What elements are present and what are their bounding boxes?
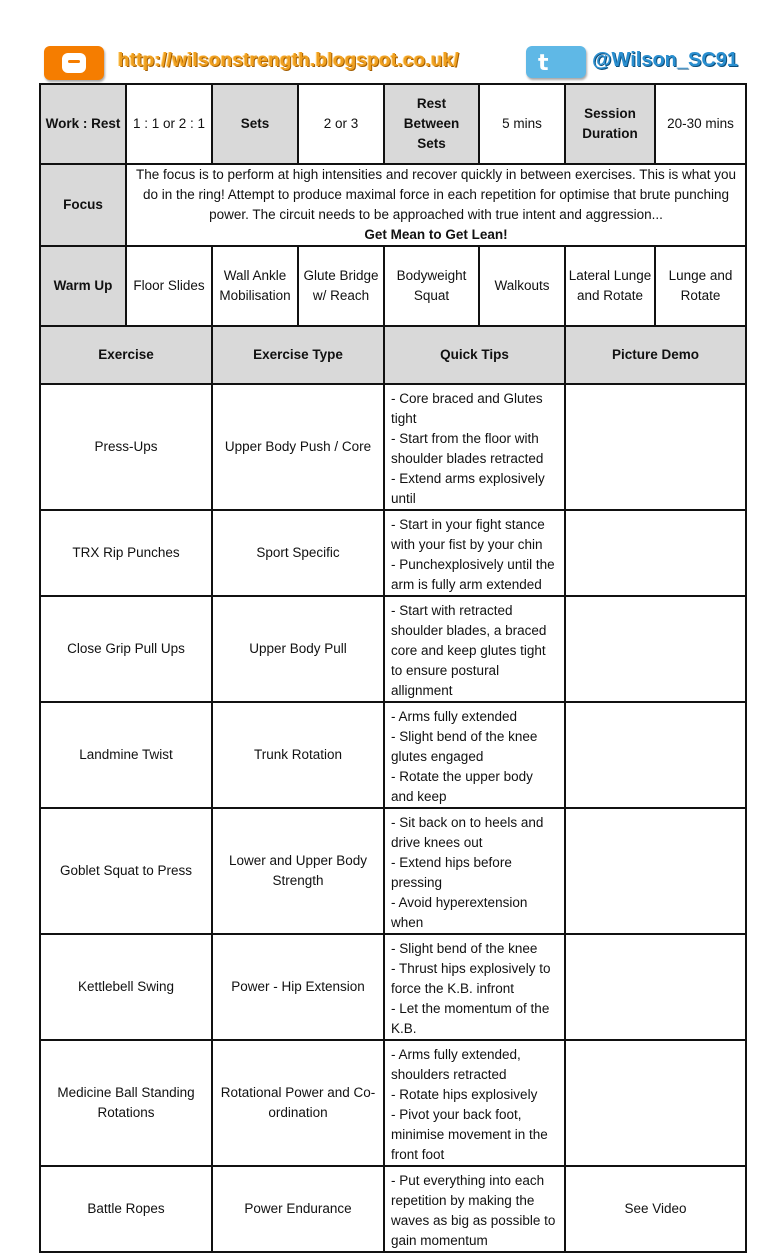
page-header xyxy=(0,0,768,84)
picture-demo[interactable] xyxy=(565,702,746,808)
exercise-row xyxy=(40,510,746,596)
picture-demo[interactable] xyxy=(565,1040,746,1166)
exercise-name: Kettlebell Swing xyxy=(40,934,212,1040)
focus-row xyxy=(40,164,746,246)
exercise-tips xyxy=(384,1166,565,1252)
exercise-type: Sport Specific xyxy=(212,510,384,596)
tip-line: - Let the momentum of the K.B. xyxy=(391,1001,550,1036)
tip-line: - Thrust hips explosively to force the K.B. infront xyxy=(391,961,551,996)
exercise-tips xyxy=(384,934,565,1040)
focus-description xyxy=(126,164,746,246)
warmup-item: Floor Slides xyxy=(126,246,212,326)
exercise-name: TRX Rip Punches xyxy=(40,510,212,596)
blogger-icon[interactable] xyxy=(44,46,104,80)
exercise-row xyxy=(40,934,746,1040)
exercise-type: Upper Body Push / Core xyxy=(212,384,384,510)
picture-demo[interactable] xyxy=(565,808,746,934)
exercise-name: Press-Ups xyxy=(40,384,212,510)
exercise-name: Close Grip Pull Ups xyxy=(40,596,212,702)
picture-demo[interactable] xyxy=(565,596,746,702)
tip-line: - Start with retracted shoulder blades, a braced core and keep glutes tight to ensure postural allignment xyxy=(391,603,547,698)
twitter-handle-link[interactable]: @Wilson_SC91 xyxy=(592,49,739,71)
tip-line: - Start in your fight stance with your fist by your chin xyxy=(391,517,545,552)
tip-line: - Rotate the upper body and keep xyxy=(391,769,533,804)
duration-label: Session Duration xyxy=(565,84,655,164)
warmup-row xyxy=(40,246,746,326)
col-type-header: Exercise Type xyxy=(212,326,384,384)
col-exercise-header: Exercise xyxy=(40,326,212,384)
exercise-type: Power Endurance xyxy=(212,1166,384,1252)
warmup-item: Lunge and Rotate xyxy=(655,246,746,326)
exercise-tips xyxy=(384,384,565,510)
warmup-item: Bodyweight Squat xyxy=(384,246,479,326)
exercise-row xyxy=(40,1166,746,1252)
exercise-row xyxy=(40,384,746,510)
exercise-name: Medicine Ball Standing Rotations xyxy=(40,1040,212,1166)
exercise-tips xyxy=(384,702,565,808)
warmup-item: Wall Ankle Mobilisation xyxy=(212,246,298,326)
exercise-type: Rotational Power and Co-ordination xyxy=(212,1040,384,1166)
warmup-item: Walkouts xyxy=(479,246,565,326)
warmup-label: Warm Up xyxy=(40,246,126,326)
tip-line: - Start from the floor with shoulder blades retracted xyxy=(391,431,544,466)
exercise-type: Upper Body Pull xyxy=(212,596,384,702)
tip-line: - Punchexplosively until the arm is fully arm extended xyxy=(391,557,555,592)
exercise-name: Goblet Squat to Press xyxy=(40,808,212,934)
twitter-bird-icon[interactable]: t xyxy=(526,46,586,78)
tip-line: - Extend hips before pressing xyxy=(391,855,512,890)
tip-line: - Arms fully extended xyxy=(391,709,518,724)
sets-label: Sets xyxy=(212,84,298,164)
tip-line: - Sit back on to heels and drive knees out xyxy=(391,815,544,850)
column-header-row xyxy=(40,326,746,384)
focus-text: The focus is to perform at high intensities and recover quickly in between exercises. This is what you do in the ring! Attempt to produce maximal force in each repetition for optimise that brute punching power. The circuit needs to be approached with true intent and aggression... xyxy=(135,167,737,222)
focus-label: Focus xyxy=(40,164,126,246)
col-tips-header: Quick Tips xyxy=(384,326,565,384)
workout-table xyxy=(39,83,747,1253)
work-rest-label: Work : Rest xyxy=(40,84,126,164)
warmup-item: Lateral Lunge and Rotate xyxy=(565,246,655,326)
summary-row xyxy=(40,84,746,164)
tip-line: - Arms fully extended, shoulders retracted xyxy=(391,1047,521,1082)
rest-label: Rest Between Sets xyxy=(384,84,479,164)
blog-url-link[interactable]: http://wilsonstrength.blogspot.co.uk/ xyxy=(118,50,459,71)
exercise-tips xyxy=(384,596,565,702)
picture-demo[interactable] xyxy=(565,510,746,596)
exercise-type: Lower and Upper Body Strength xyxy=(212,808,384,934)
exercise-row xyxy=(40,1040,746,1166)
tip-line: - Put everything into each repetition by making the waves as big as possible to gain momentum xyxy=(391,1173,556,1248)
exercise-type: Power - Hip Extension xyxy=(212,934,384,1040)
picture-demo[interactable] xyxy=(565,934,746,1040)
exercise-name: Landmine Twist xyxy=(40,702,212,808)
exercise-tips xyxy=(384,1040,565,1166)
col-demo-header: Picture Demo xyxy=(565,326,746,384)
exercise-tips xyxy=(384,808,565,934)
rest-value: 5 mins xyxy=(479,84,565,164)
exercise-name: Battle Ropes xyxy=(40,1166,212,1252)
picture-demo[interactable] xyxy=(565,384,746,510)
sets-value: 2 or 3 xyxy=(298,84,384,164)
warmup-item: Glute Bridge w/ Reach xyxy=(298,246,384,326)
tip-line: - Extend arms explosively until xyxy=(391,471,545,506)
tip-line: - Rotate hips explosively xyxy=(391,1087,538,1102)
exercise-tips xyxy=(384,510,565,596)
duration-value: 20-30 mins xyxy=(655,84,746,164)
tip-line: - Avoid hyperextension when xyxy=(391,895,528,930)
exercise-type: Trunk Rotation xyxy=(212,702,384,808)
tip-line: - Slight bend of the knee glutes engaged xyxy=(391,729,538,764)
exercise-row xyxy=(40,596,746,702)
exercise-row xyxy=(40,702,746,808)
tip-line: - Core braced and Glutes tight xyxy=(391,391,543,426)
exercise-row xyxy=(40,808,746,934)
see-video-link[interactable]: See Video xyxy=(565,1166,746,1252)
tip-line: - Pivot your back foot, minimise movement in the front foot xyxy=(391,1107,548,1162)
tip-line: - Slight bend of the knee xyxy=(391,941,538,956)
work-rest-value: 1 : 1 or 2 : 1 xyxy=(126,84,212,164)
focus-tagline: Get Mean to Get Lean! xyxy=(364,227,508,242)
